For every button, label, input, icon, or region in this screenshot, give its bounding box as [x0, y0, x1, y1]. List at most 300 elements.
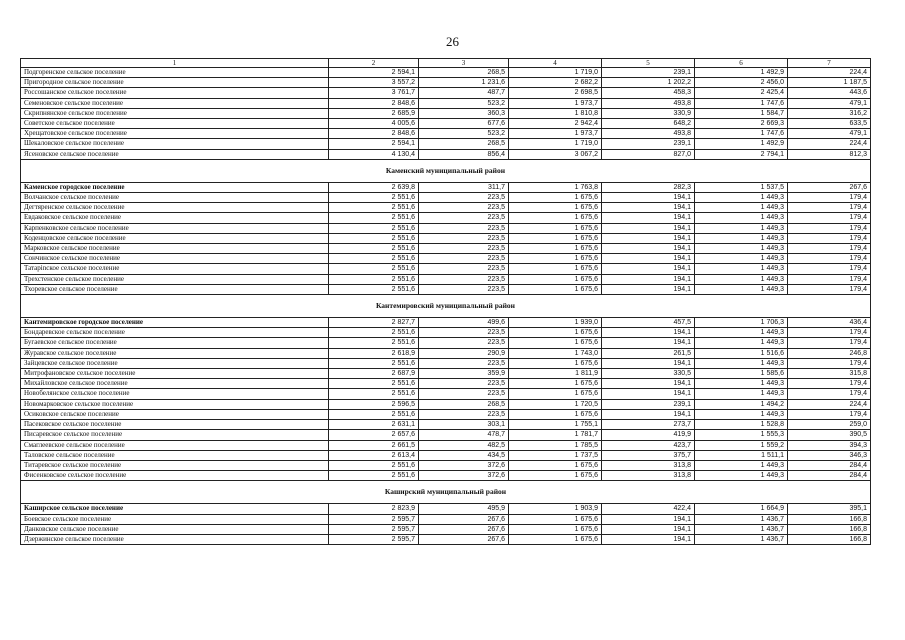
section-header-row	[21, 481, 871, 504]
table-row	[21, 389, 871, 399]
value-cell: 1 436,7	[695, 514, 788, 524]
value-cell: 284,4	[788, 471, 871, 481]
value-cell: 1 675,6	[509, 254, 602, 264]
value-cell: 223,5	[419, 274, 509, 284]
table-row	[21, 369, 871, 379]
value-cell: 1 436,7	[695, 534, 788, 544]
table-body	[21, 68, 871, 545]
value-cell: 268,5	[419, 399, 509, 409]
value-cell: 223,5	[419, 328, 509, 338]
value-cell: 479,1	[788, 98, 871, 108]
value-cell: 194,1	[602, 534, 695, 544]
value-cell: 1 231,6	[419, 78, 509, 88]
table-row	[21, 213, 871, 223]
settlement-name: Фисенковское сельское поселение	[21, 471, 329, 481]
value-cell: 1 449,3	[695, 264, 788, 274]
value-cell: 268,5	[419, 68, 509, 78]
settlement-name: Новобелянское сельское поселение	[21, 389, 329, 399]
value-cell: 223,5	[419, 254, 509, 264]
value-cell: 179,4	[788, 338, 871, 348]
column-header: 4	[509, 59, 602, 68]
value-cell: 223,5	[419, 244, 509, 254]
value-cell: 1 449,3	[695, 274, 788, 284]
value-cell: 194,1	[602, 203, 695, 213]
value-cell: 2 551,6	[329, 409, 419, 419]
value-cell: 179,4	[788, 389, 871, 399]
value-cell: 1 449,3	[695, 254, 788, 264]
settlement-name: Сончинское сельское поселение	[21, 254, 329, 264]
section-title: Каширский муниципальный район	[21, 481, 871, 504]
value-cell: 179,4	[788, 244, 871, 254]
section-header-row	[21, 295, 871, 318]
value-cell: 1 719,0	[509, 139, 602, 149]
value-cell: 313,8	[602, 471, 695, 481]
value-cell: 179,4	[788, 328, 871, 338]
value-cell: 422,4	[602, 504, 695, 514]
value-cell: 1 939,0	[509, 318, 602, 328]
value-cell: 2 794,1	[695, 149, 788, 159]
value-cell: 1 719,0	[509, 68, 602, 78]
value-cell: 4 130,4	[329, 149, 419, 159]
value-cell: 1 559,2	[695, 440, 788, 450]
column-header: 3	[419, 59, 509, 68]
value-cell: 1 492,9	[695, 68, 788, 78]
value-cell: 179,4	[788, 254, 871, 264]
table-row	[21, 119, 871, 129]
value-cell: 223,5	[419, 233, 509, 243]
settlement-name: Дзержинское сельское поселение	[21, 534, 329, 544]
value-cell: 1 511,1	[695, 450, 788, 460]
value-cell: 194,1	[602, 223, 695, 233]
value-cell: 2 551,6	[329, 460, 419, 470]
value-cell: 1 187,5	[788, 78, 871, 88]
value-cell: 478,7	[419, 430, 509, 440]
value-cell: 2 551,6	[329, 284, 419, 294]
column-number-row	[21, 59, 871, 68]
settlement-name: Пригородное сельское поселение	[21, 78, 329, 88]
settlement-name: Бугаевское сельское поселение	[21, 338, 329, 348]
settlement-name: Советское сельское поселение	[21, 119, 329, 129]
table-row	[21, 223, 871, 233]
value-cell: 493,8	[602, 129, 695, 139]
value-cell: 2 639,8	[329, 182, 419, 192]
table-row	[21, 182, 871, 192]
value-cell: 2 827,7	[329, 318, 419, 328]
value-cell: 194,1	[602, 379, 695, 389]
value-cell: 3 557,2	[329, 78, 419, 88]
budget-table	[20, 58, 871, 545]
value-cell: 3 761,7	[329, 88, 419, 98]
value-cell: 179,4	[788, 274, 871, 284]
settlement-name: Коденцовское сельское поселение	[21, 233, 329, 243]
column-header: 6	[695, 59, 788, 68]
table-row	[21, 149, 871, 159]
table-row	[21, 244, 871, 254]
settlement-name: Ясеновское сельское поселение	[21, 149, 329, 159]
value-cell: 1 810,8	[509, 108, 602, 118]
table-row	[21, 274, 871, 284]
settlement-name: Карпенковское сельское поселение	[21, 223, 329, 233]
settlement-name: Кантемировское городское поселение	[21, 318, 329, 328]
value-cell: 1 449,3	[695, 409, 788, 419]
value-cell: 267,6	[419, 514, 509, 524]
settlement-name: Каширское сельское поселение	[21, 504, 329, 514]
value-cell: 2 596,5	[329, 399, 419, 409]
value-cell: 2 682,2	[509, 78, 602, 88]
value-cell: 194,1	[602, 284, 695, 294]
settlement-name: Россошанское сельское поселение	[21, 88, 329, 98]
value-cell: 482,5	[419, 440, 509, 450]
value-cell: 458,3	[602, 88, 695, 98]
value-cell: 1 675,6	[509, 389, 602, 399]
value-cell: 315,8	[788, 369, 871, 379]
value-cell: 1 584,7	[695, 108, 788, 118]
value-cell: 1 436,7	[695, 524, 788, 534]
value-cell: 856,4	[419, 149, 509, 159]
value-cell: 2 551,6	[329, 389, 419, 399]
table-row	[21, 524, 871, 534]
value-cell: 1 675,6	[509, 514, 602, 524]
value-cell: 1 449,3	[695, 233, 788, 243]
value-cell: 2 631,1	[329, 420, 419, 430]
settlement-name: Каменское городское поселение	[21, 182, 329, 192]
value-cell: 3 067,2	[509, 149, 602, 159]
value-cell: 330,9	[602, 108, 695, 118]
value-cell: 499,6	[419, 318, 509, 328]
value-cell: 290,9	[419, 348, 509, 358]
value-cell: 179,4	[788, 409, 871, 419]
value-cell: 2 425,4	[695, 88, 788, 98]
value-cell: 1 449,3	[695, 358, 788, 368]
value-cell: 179,4	[788, 284, 871, 294]
value-cell: 166,8	[788, 524, 871, 534]
value-cell: 1 449,3	[695, 338, 788, 348]
value-cell: 2 687,9	[329, 369, 419, 379]
value-cell: 194,1	[602, 213, 695, 223]
value-cell: 2 551,6	[329, 223, 419, 233]
value-cell: 2 942,4	[509, 119, 602, 129]
value-cell: 179,4	[788, 264, 871, 274]
table-row	[21, 78, 871, 88]
value-cell: 1 675,6	[509, 223, 602, 233]
table-row	[21, 534, 871, 544]
value-cell: 1 747,6	[695, 129, 788, 139]
value-cell: 194,1	[602, 328, 695, 338]
column-header: 1	[21, 59, 329, 68]
value-cell: 223,5	[419, 193, 509, 203]
value-cell: 346,3	[788, 450, 871, 460]
value-cell: 259,0	[788, 420, 871, 430]
value-cell: 239,1	[602, 68, 695, 78]
value-cell: 2 698,5	[509, 88, 602, 98]
settlement-name: Митрофановское сельское поселение	[21, 369, 329, 379]
section-title: Каменский муниципальный район	[21, 159, 871, 182]
value-cell: 2 595,7	[329, 534, 419, 544]
table-row	[21, 68, 871, 78]
table-row	[21, 409, 871, 419]
value-cell: 2 551,6	[329, 254, 419, 264]
table-row	[21, 430, 871, 440]
value-cell: 261,5	[602, 348, 695, 358]
table-row	[21, 420, 871, 430]
value-cell: 179,4	[788, 203, 871, 213]
settlement-name: Волчанское сельское поселение	[21, 193, 329, 203]
settlement-name: Боевское сельское поселение	[21, 514, 329, 524]
value-cell: 2 551,6	[329, 471, 419, 481]
value-cell: 1 675,6	[509, 213, 602, 223]
value-cell: 1 449,3	[695, 244, 788, 254]
settlement-name: Смаглеевское сельское поселение	[21, 440, 329, 450]
value-cell: 1 743,0	[509, 348, 602, 358]
value-cell: 2 848,6	[329, 98, 419, 108]
value-cell: 223,5	[419, 223, 509, 233]
value-cell: 1 973,7	[509, 98, 602, 108]
value-cell: 390,5	[788, 430, 871, 440]
value-cell: 1 494,2	[695, 399, 788, 409]
value-cell: 1 675,6	[509, 284, 602, 294]
value-cell: 179,4	[788, 358, 871, 368]
settlement-name: Зайцевское сельское поселение	[21, 358, 329, 368]
value-cell: 2 551,6	[329, 338, 419, 348]
section-title: Кантемировский муниципальный район	[21, 295, 871, 318]
value-cell: 495,9	[419, 504, 509, 514]
value-cell: 282,3	[602, 182, 695, 192]
value-cell: 2 551,6	[329, 244, 419, 254]
table-row	[21, 203, 871, 213]
value-cell: 1 675,6	[509, 379, 602, 389]
value-cell: 194,1	[602, 524, 695, 534]
table-row	[21, 139, 871, 149]
settlement-name: Осиковское сельское поселение	[21, 409, 329, 419]
value-cell: 372,6	[419, 460, 509, 470]
value-cell: 1 720,5	[509, 399, 602, 409]
value-cell: 311,7	[419, 182, 509, 192]
value-cell: 223,5	[419, 389, 509, 399]
value-cell: 1 675,6	[509, 244, 602, 254]
value-cell: 493,8	[602, 98, 695, 108]
value-cell: 239,1	[602, 139, 695, 149]
value-cell: 1 449,3	[695, 203, 788, 213]
column-header: 7	[788, 59, 871, 68]
value-cell: 2 551,6	[329, 203, 419, 213]
value-cell: 457,5	[602, 318, 695, 328]
value-cell: 1 763,8	[509, 182, 602, 192]
value-cell: 1 664,9	[695, 504, 788, 514]
value-cell: 223,5	[419, 284, 509, 294]
value-cell: 1 675,6	[509, 274, 602, 284]
value-cell: 194,1	[602, 338, 695, 348]
value-cell: 1 449,3	[695, 471, 788, 481]
settlement-name: Скрипнянское сельское поселение	[21, 108, 329, 118]
value-cell: 2 595,7	[329, 514, 419, 524]
value-cell: 2 551,6	[329, 328, 419, 338]
settlement-name: Дегтяренское сельское поселение	[21, 203, 329, 213]
table-row	[21, 450, 871, 460]
value-cell: 2 551,6	[329, 358, 419, 368]
table-row	[21, 264, 871, 274]
value-cell: 179,4	[788, 193, 871, 203]
value-cell: 1 449,3	[695, 328, 788, 338]
table-row	[21, 108, 871, 118]
value-cell: 330,5	[602, 369, 695, 379]
value-cell: 2 594,1	[329, 139, 419, 149]
settlement-name: Евдаковское сельское поселение	[21, 213, 329, 223]
value-cell: 224,4	[788, 68, 871, 78]
value-cell: 194,1	[602, 254, 695, 264]
value-cell: 1 747,6	[695, 98, 788, 108]
page-number: 26	[446, 34, 459, 49]
table-row	[21, 514, 871, 524]
value-cell: 1 675,6	[509, 203, 602, 213]
settlement-name: Журавское сельское поселение	[21, 348, 329, 358]
value-cell: 677,6	[419, 119, 509, 129]
column-header: 5	[602, 59, 695, 68]
value-cell: 394,3	[788, 440, 871, 450]
value-cell: 1 449,3	[695, 213, 788, 223]
value-cell: 443,6	[788, 88, 871, 98]
table-row	[21, 318, 871, 328]
table-row	[21, 98, 871, 108]
value-cell: 1 675,6	[509, 193, 602, 203]
column-header: 2	[329, 59, 419, 68]
value-cell: 267,6	[788, 182, 871, 192]
value-cell: 1 528,8	[695, 420, 788, 430]
value-cell: 194,1	[602, 193, 695, 203]
table-row	[21, 193, 871, 203]
value-cell: 166,8	[788, 514, 871, 524]
value-cell: 633,5	[788, 119, 871, 129]
value-cell: 419,9	[602, 430, 695, 440]
value-cell: 2 685,9	[329, 108, 419, 118]
value-cell: 2 823,9	[329, 504, 419, 514]
value-cell: 2 551,6	[329, 274, 419, 284]
settlement-name: Новомарковское сельское поселение	[21, 399, 329, 409]
value-cell: 1 537,5	[695, 182, 788, 192]
value-cell: 1 449,3	[695, 284, 788, 294]
value-cell: 313,8	[602, 460, 695, 470]
value-cell: 223,5	[419, 409, 509, 419]
value-cell: 2 551,6	[329, 264, 419, 274]
value-cell: 194,1	[602, 389, 695, 399]
value-cell: 179,4	[788, 379, 871, 389]
value-cell: 2 551,6	[329, 233, 419, 243]
value-cell: 223,5	[419, 213, 509, 223]
value-cell: 1 675,6	[509, 524, 602, 534]
table-row	[21, 460, 871, 470]
value-cell: 1 516,6	[695, 348, 788, 358]
value-cell: 1 811,9	[509, 369, 602, 379]
value-cell: 194,1	[602, 233, 695, 243]
value-cell: 2 595,7	[329, 524, 419, 534]
settlement-name: Бондаревское сельское поселение	[21, 328, 329, 338]
value-cell: 1 449,3	[695, 379, 788, 389]
value-cell: 812,3	[788, 149, 871, 159]
value-cell: 2 456,0	[695, 78, 788, 88]
value-cell: 1 675,6	[509, 409, 602, 419]
value-cell: 1 675,6	[509, 233, 602, 243]
value-cell: 1 585,6	[695, 369, 788, 379]
value-cell: 1 785,5	[509, 440, 602, 450]
value-cell: 179,4	[788, 213, 871, 223]
value-cell: 246,8	[788, 348, 871, 358]
value-cell: 223,5	[419, 203, 509, 213]
value-cell: 223,5	[419, 379, 509, 389]
value-cell: 2 669,3	[695, 119, 788, 129]
value-cell: 284,4	[788, 460, 871, 470]
value-cell: 4 005,6	[329, 119, 419, 129]
value-cell: 223,5	[419, 338, 509, 348]
value-cell: 360,3	[419, 108, 509, 118]
value-cell: 194,1	[602, 409, 695, 419]
value-cell: 179,4	[788, 233, 871, 243]
value-cell: 1 675,6	[509, 471, 602, 481]
value-cell: 2 848,6	[329, 129, 419, 139]
value-cell: 372,6	[419, 471, 509, 481]
value-cell: 239,1	[602, 399, 695, 409]
value-cell: 273,7	[602, 420, 695, 430]
value-cell: 648,2	[602, 119, 695, 129]
value-cell: 1 973,7	[509, 129, 602, 139]
value-cell: 1 675,6	[509, 264, 602, 274]
value-cell: 479,1	[788, 129, 871, 139]
settlement-name: Таловское сельское поселение	[21, 450, 329, 460]
value-cell: 1 903,9	[509, 504, 602, 514]
settlement-name: Михайловское сельское поселение	[21, 379, 329, 389]
table-row	[21, 399, 871, 409]
value-cell: 194,1	[602, 274, 695, 284]
settlement-name: Писаревское сельское поселение	[21, 430, 329, 440]
value-cell: 1 202,2	[602, 78, 695, 88]
table-row	[21, 88, 871, 98]
value-cell: 436,4	[788, 318, 871, 328]
table-row	[21, 348, 871, 358]
value-cell: 1 675,6	[509, 338, 602, 348]
table-row	[21, 284, 871, 294]
value-cell: 316,2	[788, 108, 871, 118]
value-cell: 1 675,6	[509, 460, 602, 470]
value-cell: 194,1	[602, 264, 695, 274]
value-cell: 2 551,6	[329, 193, 419, 203]
value-cell: 2 613,4	[329, 450, 419, 460]
table-row	[21, 328, 871, 338]
table-row	[21, 440, 871, 450]
value-cell: 1 737,5	[509, 450, 602, 460]
settlement-name: Марковское сельское поселение	[21, 244, 329, 254]
settlement-name: Подгоренское сельское поселение	[21, 68, 329, 78]
value-cell: 2 551,6	[329, 213, 419, 223]
value-cell: 2 661,5	[329, 440, 419, 450]
settlement-name: Шекаловское сельское поселение	[21, 139, 329, 149]
value-cell: 423,7	[602, 440, 695, 450]
value-cell: 223,5	[419, 264, 509, 274]
value-cell: 267,6	[419, 534, 509, 544]
value-cell: 1 706,3	[695, 318, 788, 328]
value-cell: 1 449,3	[695, 193, 788, 203]
settlement-name: Данковское сельское поселение	[21, 524, 329, 534]
settlement-name: Титаревское сельское поселение	[21, 460, 329, 470]
value-cell: 1 555,3	[695, 430, 788, 440]
value-cell: 268,5	[419, 139, 509, 149]
table-row	[21, 358, 871, 368]
value-cell: 1 449,3	[695, 460, 788, 470]
value-cell: 194,1	[602, 514, 695, 524]
table-row	[21, 471, 871, 481]
value-cell: 1 675,6	[509, 358, 602, 368]
table-row	[21, 338, 871, 348]
value-cell: 223,5	[419, 358, 509, 368]
value-cell: 2 594,1	[329, 68, 419, 78]
value-cell: 359,9	[419, 369, 509, 379]
